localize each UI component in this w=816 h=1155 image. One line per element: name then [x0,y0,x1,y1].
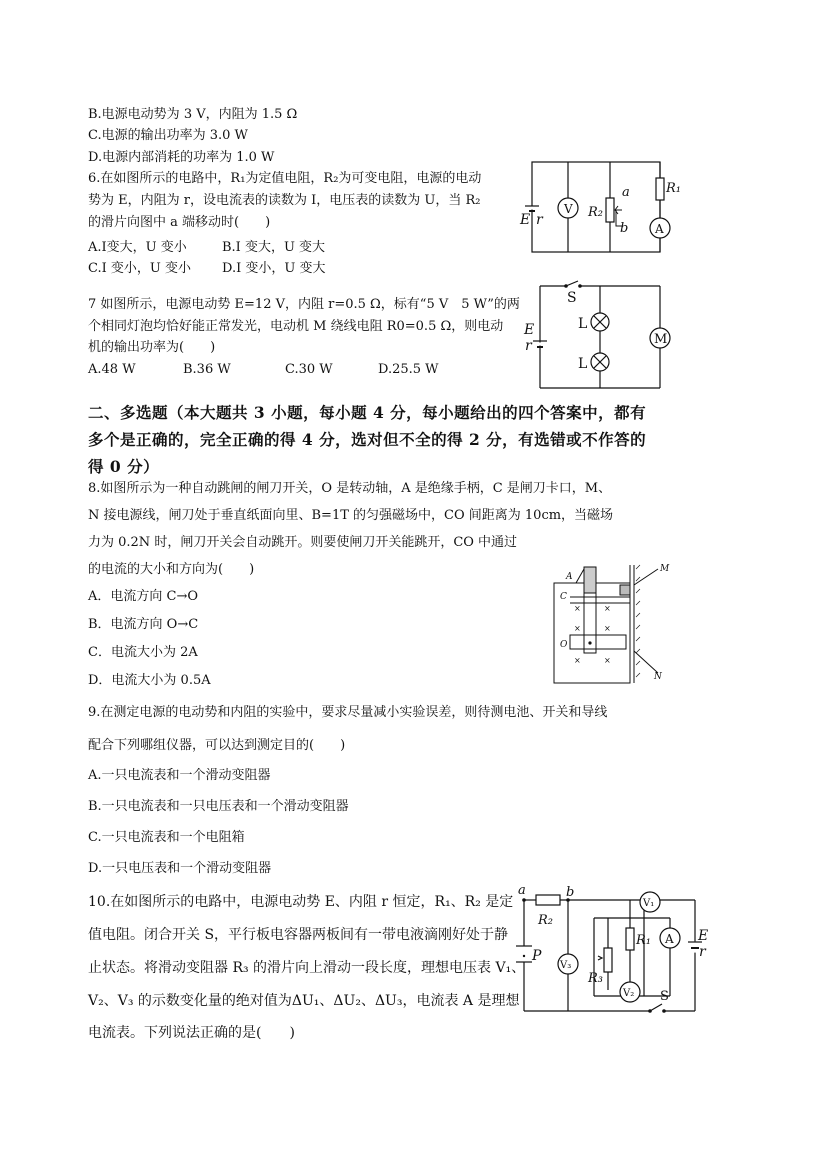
option-d: D.电源内部消耗的功率为 1.0 W [88,150,275,165]
q8-option-d: D．电流大小为 0.5A [88,673,211,688]
q7-r-label: r [525,338,532,354]
section2-header-line1: 二、多选题（本大题共 3 小题，每小题 4 分，每小题给出的四个答案中，都有 [88,403,647,422]
q6-voltmeter-label: V [564,202,573,216]
q7-lamp2-label: L [578,356,588,372]
q6-line3: 的滑片向图中 a 端移动时( ) [88,215,271,230]
q8-line3: 力为 0.2N 时，闸刀开关会自动跳开。则要使闸刀开关能跳开，CO 中通过 [88,535,518,550]
q8-a-label: A [566,572,573,582]
q6-option-c: C.I 变小，U 变小 [88,261,191,276]
q7-lamp1-label: L [578,316,588,332]
q10-b-label: b [566,885,575,900]
q8-option-a: A．电流方向 C→O [88,589,199,604]
q7-line1: 7 如图所示，电源电动势 E=12 V，内阻 r=0.5 Ω，标有“5 V 5 W”的两 [88,297,520,312]
q7-option-a: A.48 W [88,362,136,377]
q10-circuit-figure [510,883,710,1021]
option-c: C.电源的输出功率为 3.0 W [88,128,248,143]
q6-e-label: E [520,212,531,228]
section2-header-line2: 多个是正确的，完全正确的得 4 分，选对但不全的得 2 分，有选错或不作答的 [88,430,647,449]
q6-option-d: D.I 变小，U 变大 [222,261,326,276]
q10-line1: 10.在如图所示的电路中，电源电动势 E、内阻 r 恒定，R₁、R₂ 是定 [88,894,514,910]
q8-o-label: O [560,640,568,650]
q7-switch-label: S [567,290,577,306]
q10-v1-label: V₁ [643,898,655,909]
svg-text:×: × [574,624,581,633]
q9-option-d: D.一只电压表和一个滑动变阻器 [88,861,272,876]
q6-option-a: A.I变大，U 变小 [88,240,187,255]
q6-a-label: a [622,185,630,200]
q6-circuit-figure [520,160,690,260]
q9-line1: 9.在测定电源的电动势和内阻的实验中，要求尽量减小实验误差，则待测电池、开关和导线 [88,705,608,720]
q6-ammeter-label: A [655,222,664,236]
q7-motor-label: M [654,332,668,347]
q6-r1-label: R₁ [666,181,681,196]
q8-line2: N 接电源线，闸刀处于垂直纸面向里、B=1T 的匀强磁场中，CO 间距离为 10cm，当磁场 [88,508,614,523]
q10-v2-label: V₂ [623,988,635,999]
svg-text:×: × [604,624,611,633]
q9-line2: 配合下列哪组仪器，可以达到测定目的( ) [88,738,346,753]
q10-r-label: r [699,944,706,960]
section2-header-line3: 得 0 分） [88,457,160,476]
q8-switch-figure [550,555,670,690]
q9-option-c: C.一只电流表和一个电阻箱 [88,830,245,845]
q9-option-a: A.一只电流表和一个滑动变阻器 [88,768,271,783]
q8-option-c: C．电流大小为 2A [88,645,198,660]
option-b: B.电源电动势为 3 V，内阻为 1.5 Ω [88,107,298,122]
q10-a-label: a [518,883,526,898]
q10-line4: V₂、V₃ 的示数变化量的绝对值为ΔU₁、ΔU₂、ΔU₃，电流表 A 是理想 [88,993,520,1009]
q10-r2-label: R₂ [538,913,553,928]
q6-b-label: b [620,221,629,236]
q6-option-b: B.I 变大，U 变大 [222,240,326,255]
q7-option-b: B.36 W [183,362,231,377]
q7-circuit-figure [520,278,690,393]
svg-text:×: × [604,656,611,665]
q10-p-label: P [532,948,542,964]
q7-e-label: E [524,322,535,338]
q8-m-label: M [660,564,670,574]
q7-line2: 个相同灯泡均恰好能正常发光，电动机 M 绕线电阻 R0=0.5 Ω，则电动 [88,319,504,334]
q10-line5: 电流表。下列说法正确的是( ) [88,1025,295,1041]
q6-line1: 6.在如图所示的电路中，R₁为定值电阻，R₂为可变电阻，电源的电动 [88,171,482,186]
q7-line3: 机的输出功率为( ) [88,340,216,355]
svg-text:×: × [604,604,611,613]
svg-text:×: × [574,604,581,613]
q6-r2-label: R₂ [588,205,603,220]
q6-line2: 势为 E，内阻为 r，设电流表的读数为 I，电压表的读数为 U，当 R₂ [88,193,481,208]
q9-option-b: B.一只电流表和一只电压表和一个滑动变阻器 [88,799,349,814]
q10-ammeter-label: A [665,932,674,946]
q7-option-c: C.30 W [285,362,333,377]
q10-switch-label: S [660,989,669,1004]
q8-n-label: N [654,672,662,682]
q8-c-label: C [560,592,567,602]
q8-line4: 的电流的大小和方向为( ) [88,562,255,577]
q10-r1-label: R₁ [636,933,651,948]
q8-option-b: B．电流方向 O→C [88,617,199,632]
q8-line1: 8.如图所示为一种自动跳闸的闸刀开关，O 是转动轴，A 是绝缘手柄，C 是闸刀卡口，M、 [88,481,612,496]
svg-text:×: × [574,656,581,665]
q6-r-label: r [536,212,543,228]
q7-option-d: D.25.5 W [378,362,439,377]
q10-e-label: E [698,928,709,944]
q10-r3-label: R₃ [588,971,603,986]
q10-line2: 值电阻。闭合开关 S，平行板电容器两板间有一带电液滴刚好处于静 [88,927,509,943]
q10-line3: 止状态。将滑动变阻器 R₃ 的滑片向上滑动一段长度，理想电压表 V₁、 [88,960,526,976]
q10-v3-label: V₃ [560,960,572,971]
